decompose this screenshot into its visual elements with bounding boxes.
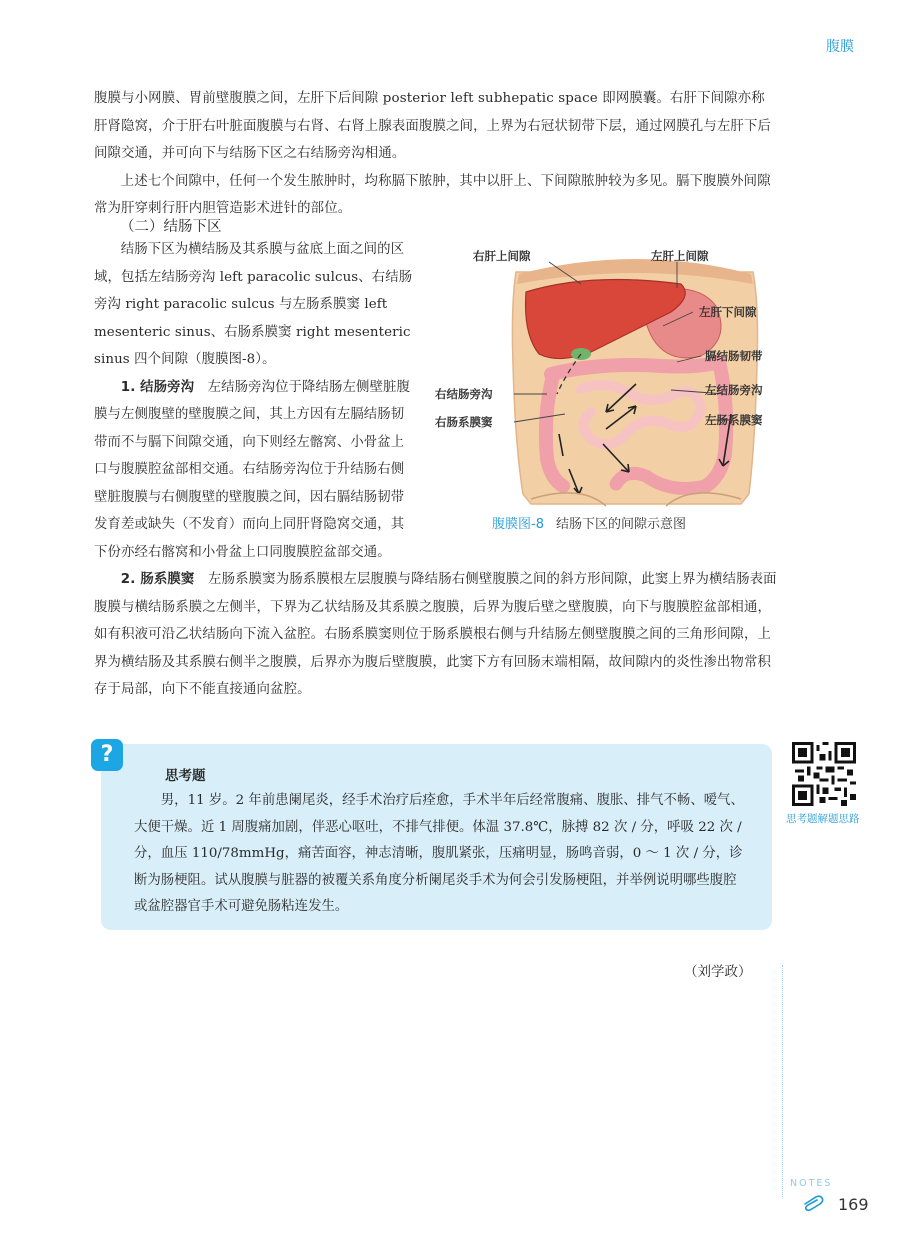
label-phrenicocolic: 膈结肠韧带	[705, 349, 763, 363]
notes-label: NOTES	[790, 1178, 833, 1189]
label-right-suprahepatic: 右肝上间隙	[473, 249, 531, 263]
mesenteric-sinus-paragraph: 2. 肠系膜窦 左肠系膜窦为肠系膜根左层腹膜与降结肠右侧壁腹膜之间的斜方形间隙，此窦上界为横结肠表面腹膜与横结肠系膜之左侧半，下界为乙状结肠及其系膜之腹膜，后界为腹后壁之壁腹膜，向下与腹膜腔盆部相通，如有积液可沿乙状结肠向下流入盆腔。右肠系膜窦则位于肠系膜根右侧与升结肠左侧壁腹膜之间的三角形间隙，上界为横结肠及其系膜右侧半之腹膜，后界亦为腹后壁腹膜，此窦下方有回肠末端相隔，故间隙内的炎性渗出物常积存于局部，向下不能直接通向盆腔。	[94, 572, 777, 697]
label-left-subhepatic: 左肝下间隙	[699, 305, 757, 319]
page-number: 169	[838, 1195, 869, 1214]
qr-code-label: 思考题解题思路	[786, 813, 860, 825]
label-left-mesenteric: 左肠系膜窦	[705, 413, 763, 427]
intro-text	[94, 85, 778, 223]
label-left-suprahepatic: 左肝上间隙	[651, 249, 709, 263]
mesenteric-sinus-text	[94, 566, 778, 704]
paracolic-paragraph: 1. 结肠旁沟 左结肠旁沟位于降结肠左侧壁脏腹膜与左侧腹壁的壁腹膜之间，其上方因有左膈结肠韧带而不与膈下间隙交通，向下则经左髂窝、小骨盆上口与腹膜腔盆部相交通。右结肠旁沟位于升结肠右侧壁脏腹膜与右侧腹壁的壁腹膜之间，因右膈结肠韧带发育差或缺失（不发育）而向上同肝肾隐窝交通，其下份亦经右髂窝和小骨盆上口同腹膜腔盆部交通。	[94, 379, 410, 560]
figure-number: 腹膜图-8	[492, 517, 544, 532]
label-left-paracolic: 左结肠旁沟	[705, 383, 763, 397]
qr-code-icon[interactable]	[792, 742, 856, 806]
section-heading: （二）结肠下区	[120, 219, 222, 235]
paperclip-icon	[802, 1195, 826, 1213]
notes-margin-line	[782, 965, 783, 1197]
label-right-paracolic: 右结肠旁沟	[435, 387, 493, 401]
label-right-mesenteric: 右肠系膜窦	[435, 415, 493, 429]
left-column-text	[94, 236, 416, 566]
intro-paragraph-2: 上述七个间隙中，任何一个发生脓肿时，均称膈下脓肿，其中以肝上、下间隙脓肿较为多见。膈下腹膜外间隙常为肝穿刺行肝内胆管造影术进针的部位。	[94, 173, 771, 216]
running-header: 腹膜	[826, 39, 854, 55]
lower-colic-intro: 结肠下区为横结肠及其系膜与盆底上面之间的区域，包括左结肠旁沟 left paracolic sulcus、右结肠旁沟 right paracolic sulcus 与左肠系膜窦 left mesenteric sinus、右肠系膜窦 right mesenteric sinus 四个间隙（腹膜图-8）。	[94, 242, 413, 367]
figure-8	[431, 244, 779, 544]
question-icon: ?	[91, 739, 123, 771]
thinking-question-body: 男，11 岁。2 年前患阑尾炎，经手术治疗后痊愈，手术半年后经常腹痛、腹胀、排气不畅、嗳气、大便干燥。近 1 周腹痛加剧，伴恶心呕吐，不排气排便。体温 37.8℃，脉搏 82 次 / 分，呼吸 22 次 / 分，血压 110/78mmHg，痛苦面容，神志清晰，腹肌紧张，压痛明显，肠鸣音弱，0 ～ 1 次 / 分，诊断为肠梗阻。试从腹膜与脏器的被覆关系角度分析阑尾炎手术为何会引发肠梗阻，并举例说明哪些腹腔或盆腔器官手术可避免肠粘连发生。	[134, 793, 744, 914]
intro-paragraph-1: 腹膜与小网膜、胃前壁腹膜之间，左肝下后间隙 posterior left subhepatic space 即网膜囊。右肝下间隙亦称肝肾隐窝，介于肝右叶脏面腹膜与右肾、右肾上腺表面腹膜之间，上界为右冠状韧带下层，通过网膜孔与左肝下后间隙交通，并可向下与结肠下区之右结肠旁沟相通。	[94, 91, 772, 161]
thinking-question-title: 思考题	[165, 768, 206, 784]
author-credit: （刘学政）	[684, 964, 752, 980]
figure-caption	[492, 513, 686, 532]
figure-caption-text: 结肠下区的间隙示意图	[555, 517, 686, 532]
anatomy-illustration	[431, 244, 779, 544]
